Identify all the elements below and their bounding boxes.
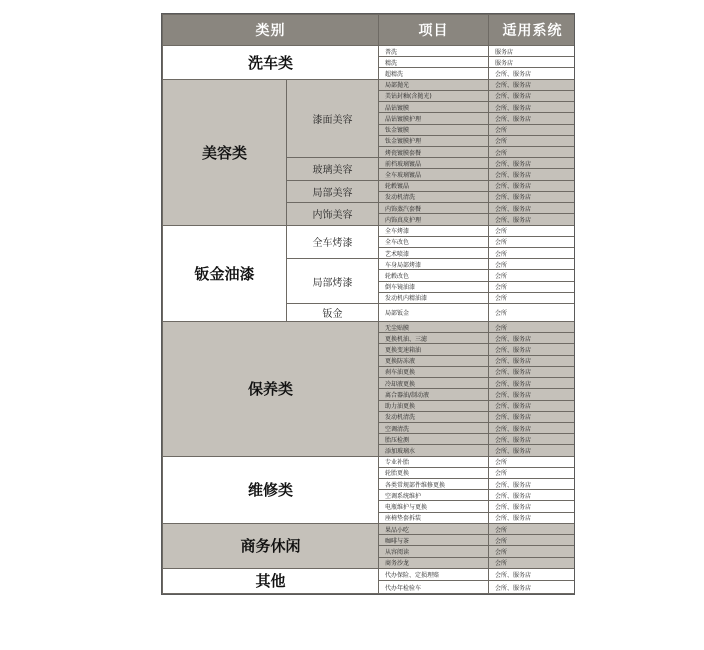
item-cell: 全车烤漆	[379, 225, 489, 236]
system-cell: 会所、服务店	[489, 113, 576, 124]
item-cell: 局部抛光	[379, 79, 489, 90]
item-cell: 商务沙龙	[379, 557, 489, 568]
system-cell: 会所	[489, 236, 576, 247]
item-cell: 更换机油、三滤	[379, 333, 489, 344]
system-cell: 会所、服务店	[489, 389, 576, 400]
item-cell: 胎压检测	[379, 434, 489, 445]
category-cell: 钣金油漆	[163, 225, 287, 321]
system-cell: 会所、服务店	[489, 214, 576, 225]
table-body	[163, 46, 576, 594]
system-cell: 会所、服务店	[489, 400, 576, 411]
item-cell: 全车玻璃镀晶	[379, 169, 489, 180]
system-cell: 会所	[489, 259, 576, 270]
system-cell: 服务店	[489, 46, 576, 57]
item-cell: 助力油更换	[379, 400, 489, 411]
item-cell: 咖啡与茶	[379, 535, 489, 546]
item-cell: 刹车油更换	[379, 366, 489, 377]
item-cell: 离合器油/制动液	[379, 389, 489, 400]
item-cell: 电瓶维护与更换	[379, 501, 489, 512]
category-cell: 维修类	[163, 456, 379, 523]
system-cell: 会所	[489, 546, 576, 557]
item-cell: 普洗	[379, 46, 489, 57]
system-cell: 会所、服务店	[489, 344, 576, 355]
category-cell: 商务休闲	[163, 523, 379, 568]
system-cell: 会所	[489, 304, 576, 322]
item-cell: 代办年检验车	[379, 581, 489, 594]
item-cell: 各类常规部件维修更换	[379, 479, 489, 490]
system-cell: 会所	[489, 225, 576, 236]
item-cell: 轮胎更换	[379, 467, 489, 478]
system-cell: 会所、服务店	[489, 366, 576, 377]
item-cell: 内饰真皮护理	[379, 214, 489, 225]
system-cell: 会所、服务店	[489, 434, 576, 445]
item-cell: 晶钻镀膜	[379, 102, 489, 113]
subcategory-cell: 局部美容	[287, 180, 379, 202]
item-cell: 美钻封釉(含抛光)	[379, 90, 489, 101]
item-cell: 发动机清洗	[379, 191, 489, 202]
system-cell: 会所、服务店	[489, 512, 576, 523]
system-cell: 会所、服务店	[489, 501, 576, 512]
system-cell: 会所	[489, 281, 576, 292]
item-cell: 空调系统维护	[379, 490, 489, 501]
table-row	[163, 568, 576, 580]
system-cell: 会所	[489, 247, 576, 258]
system-cell: 会所、服务店	[489, 378, 576, 389]
system-cell: 会所	[489, 124, 576, 135]
system-cell: 会所	[489, 456, 576, 467]
table-row	[163, 321, 576, 332]
item-cell: 轮毂改色	[379, 270, 489, 281]
system-cell: 服务店	[489, 57, 576, 68]
item-cell: 发动机清洗	[379, 411, 489, 422]
category-cell: 其他	[163, 568, 379, 593]
item-cell: 添加玻璃水	[379, 445, 489, 456]
item-cell: 倒车镜油漆	[379, 281, 489, 292]
system-cell: 会所、服务店	[489, 568, 576, 580]
system-cell: 会所、服务店	[489, 90, 576, 101]
system-cell: 会所	[489, 321, 576, 332]
system-cell: 会所、服务店	[489, 191, 576, 202]
table-row	[163, 46, 576, 57]
item-cell: 烤瓷镀膜套餐	[379, 146, 489, 157]
system-cell: 会所、服务店	[489, 490, 576, 501]
services-table	[161, 13, 575, 595]
header-category: 类别	[163, 15, 379, 46]
system-cell: 会所、服务店	[489, 411, 576, 422]
system-cell: 会所	[489, 467, 576, 478]
system-cell: 会所、服务店	[489, 169, 576, 180]
item-cell: 代办保险、定损理赔	[379, 568, 489, 580]
system-cell: 会所、服务店	[489, 180, 576, 191]
system-cell: 会所、服务店	[489, 445, 576, 456]
system-cell: 会所、服务店	[489, 102, 576, 113]
item-cell: 专业补胎	[379, 456, 489, 467]
system-cell: 会所	[489, 135, 576, 146]
subcategory-cell: 局部烤漆	[287, 259, 379, 304]
system-cell: 会所、服务店	[489, 479, 576, 490]
item-cell: 从容阅读	[379, 546, 489, 557]
subcategory-cell: 钣金	[287, 304, 379, 322]
subcategory-cell: 内饰美容	[287, 203, 379, 225]
item-cell: 晶钻镀膜护理	[379, 113, 489, 124]
header-row	[163, 15, 576, 46]
item-cell: 空调清洗	[379, 422, 489, 433]
item-cell: 钛金镀膜	[379, 124, 489, 135]
header-item: 项目	[379, 15, 489, 46]
item-cell: 冷却液更换	[379, 378, 489, 389]
item-cell: 内饰蒸汽套餐	[379, 203, 489, 214]
table-row	[163, 456, 576, 467]
system-cell: 会所、服务店	[489, 158, 576, 169]
item-cell: 车身局部烤漆	[379, 259, 489, 270]
subcategory-cell: 玻璃美容	[287, 158, 379, 180]
item-cell: 钛金镀膜护理	[379, 135, 489, 146]
subcategory-cell: 漆面美容	[287, 79, 379, 158]
system-cell: 会所	[489, 270, 576, 281]
system-cell: 会所、服务店	[489, 68, 576, 79]
header-system: 适用系统	[489, 15, 576, 46]
system-cell: 会所、服务店	[489, 422, 576, 433]
system-cell: 会所	[489, 292, 576, 303]
item-cell: 全车改色	[379, 236, 489, 247]
system-cell: 会所、服务店	[489, 203, 576, 214]
item-cell: 更换变速箱油	[379, 344, 489, 355]
item-cell: 艺术喷漆	[379, 247, 489, 258]
subcategory-cell: 全车烤漆	[287, 225, 379, 259]
item-cell: 局部钣金	[379, 304, 489, 322]
system-cell: 会所、服务店	[489, 79, 576, 90]
item-cell: 轮毂镀晶	[379, 180, 489, 191]
category-cell: 洗车类	[163, 46, 379, 80]
category-cell: 保养类	[163, 321, 379, 456]
system-cell: 会所、服务店	[489, 581, 576, 594]
system-cell: 会所	[489, 535, 576, 546]
system-cell: 会所、服务店	[489, 355, 576, 366]
item-cell: 更换防冻液	[379, 355, 489, 366]
system-cell: 会所	[489, 523, 576, 534]
category-cell: 美容类	[163, 79, 287, 225]
system-cell: 会所、服务店	[489, 333, 576, 344]
table-row	[163, 225, 576, 236]
item-cell: 超精洗	[379, 68, 489, 79]
system-cell: 会所	[489, 557, 576, 568]
item-cell: 前档玻璃镀晶	[379, 158, 489, 169]
item-cell: 精洗	[379, 57, 489, 68]
item-cell: 发动机内精油漆	[379, 292, 489, 303]
table-row	[163, 79, 576, 90]
item-cell: 无尘贴膜	[379, 321, 489, 332]
table-row	[163, 523, 576, 534]
item-cell: 座椅垫套拆装	[379, 512, 489, 523]
system-cell: 会所	[489, 146, 576, 157]
item-cell: 果品小吃	[379, 523, 489, 534]
